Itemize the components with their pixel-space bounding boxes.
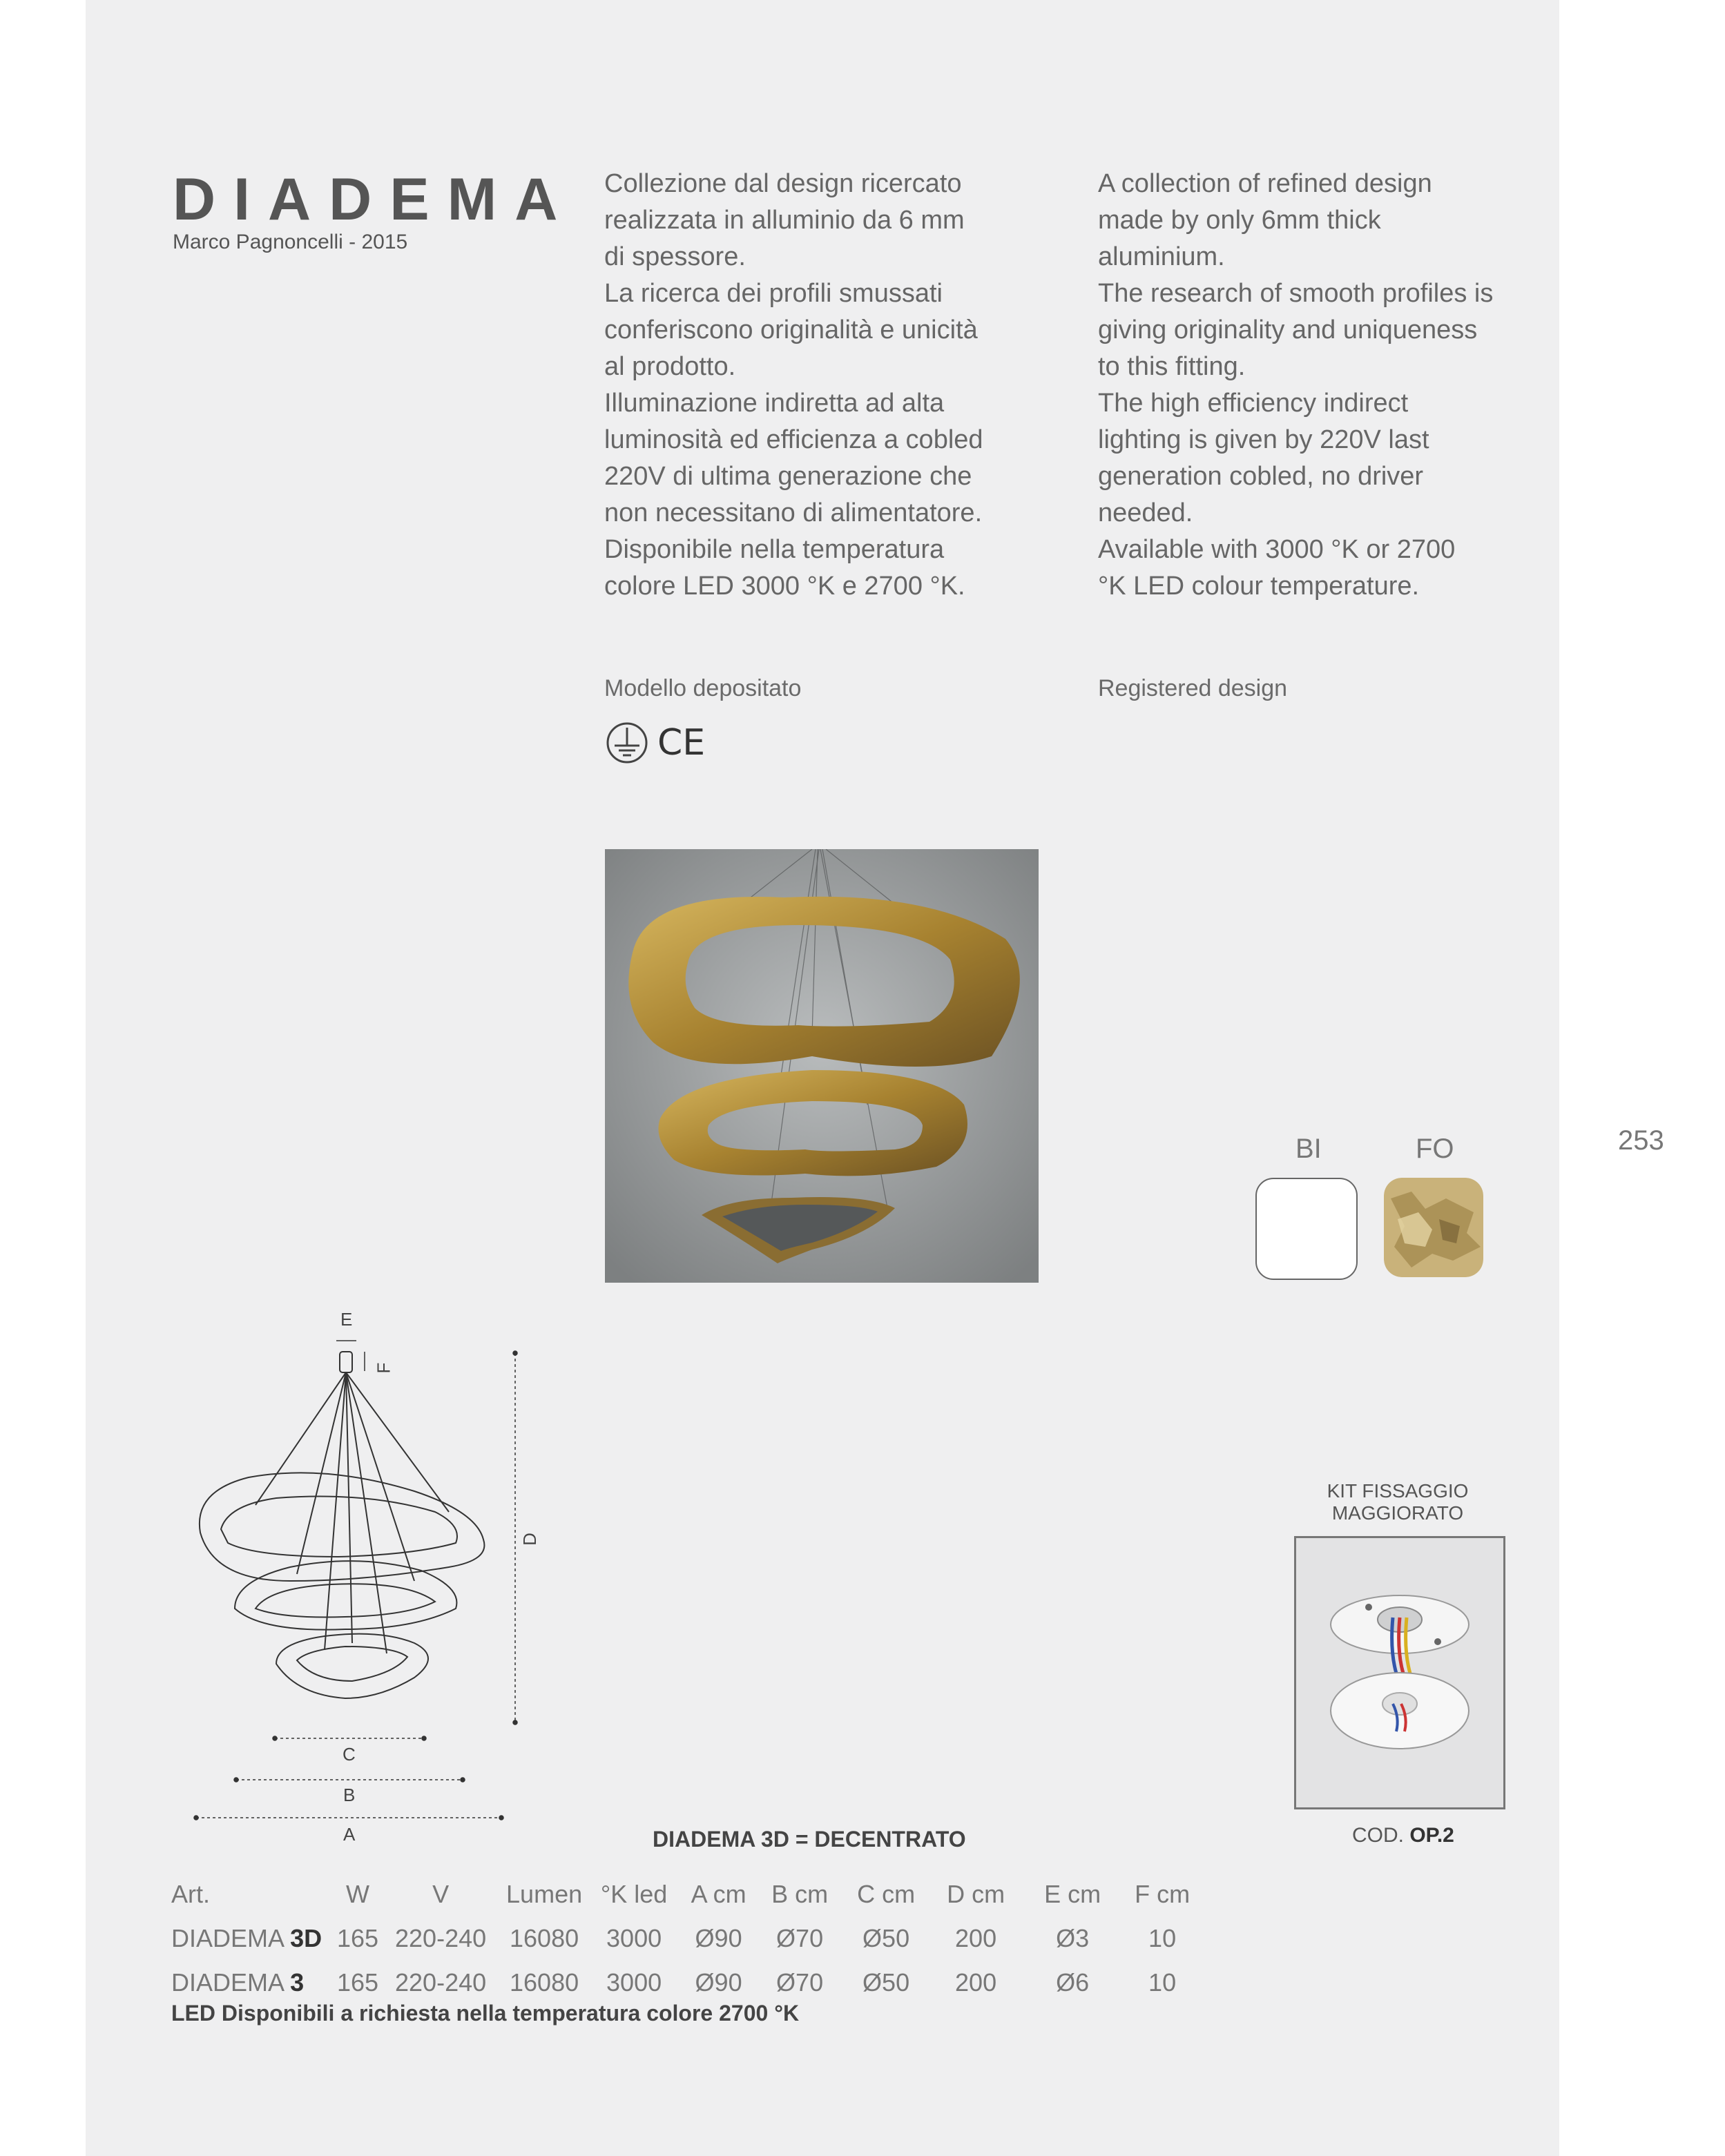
cell-b: Ø70: [776, 1968, 824, 1997]
desc-it-line: 220V di ultima generazione che: [604, 462, 972, 491]
col-header-b: B cm: [771, 1880, 829, 1908]
class-one-earth-icon: [605, 721, 649, 768]
desc-it-line: luminosità ed efficienza a cobled: [604, 425, 983, 454]
desc-en-line: aluminium.: [1098, 242, 1225, 271]
desc-it-line: conferiscono originalità e unicità: [604, 315, 978, 344]
technical-drawing: [186, 1305, 573, 1847]
cell-kelvin: 3000: [606, 1968, 662, 1997]
cell-w: 165: [337, 1968, 379, 1997]
description-italian: [604, 166, 1046, 605]
kit-code-value: OP.2: [1409, 1824, 1454, 1847]
art-code: 3: [290, 1968, 305, 1997]
description-english: [1098, 166, 1540, 605]
dimension-label-b: B: [343, 1785, 356, 1805]
desc-it-line: realizzata in alluminio da 6 mm: [604, 206, 965, 235]
cell-c: Ø50: [862, 1924, 910, 1952]
desc-it-line: Disponibile nella temperatura: [604, 535, 945, 564]
desc-it-line: Collezione dal design ricercato: [604, 169, 962, 198]
desc-it-line: non necessitano di alimentatore.: [604, 498, 983, 527]
desc-it-line: La ricerca dei profili smussati: [604, 279, 943, 308]
desc-en-line: lighting is given by 220V last: [1098, 425, 1429, 454]
finish-swatch-white: [1255, 1178, 1358, 1280]
dimension-label-d: D: [519, 1533, 540, 1546]
desc-it-line: Illuminazione indiretta ad alta: [604, 389, 945, 418]
dimension-label-a: A: [343, 1824, 356, 1845]
registered-design-en: Registered design: [1098, 675, 1288, 701]
art-prefix: DIADEMA: [171, 1924, 284, 1952]
kit-label-line: MAGGIORATO: [1331, 1502, 1464, 1524]
kit-code: [1352, 1824, 1454, 1847]
cell-kelvin: 3000: [606, 1924, 662, 1952]
desc-en-line: The research of smooth profiles is: [1098, 279, 1494, 308]
cell-lumen: 16080: [510, 1924, 579, 1952]
desc-en-line: A collection of refined design: [1098, 169, 1432, 198]
desc-it-line: al prodotto.: [604, 352, 736, 381]
cell-a: Ø90: [695, 1924, 742, 1952]
kit-label: [1294, 1480, 1501, 1524]
cell-art: [171, 1916, 337, 1961]
desc-en-line: needed.: [1098, 498, 1193, 527]
col-header-v: V: [432, 1880, 450, 1908]
cell-d: 200: [955, 1924, 997, 1952]
col-header-lumen: Lumen: [506, 1880, 583, 1908]
kit-label-line: KIT FISSAGGIO: [1327, 1480, 1469, 1502]
registered-design-it: Modello depositato: [604, 675, 802, 701]
table-row: [171, 1916, 1204, 1961]
finish-label-fo: FO: [1416, 1134, 1454, 1164]
spec-table-title: DIADEMA 3D = DECENTRATO: [653, 1827, 966, 1852]
cell-e: Ø6: [1056, 1968, 1090, 1997]
cell-f: 10: [1148, 1968, 1177, 1997]
col-header-kelvin: °K led: [600, 1880, 668, 1908]
desc-en-line: The high efficiency indirect: [1098, 389, 1409, 418]
dimension-label-c: C: [343, 1744, 356, 1765]
spec-table-header-row: [171, 1872, 1204, 1916]
desc-it-line: di spessore.: [604, 242, 746, 271]
page-number: 253: [1618, 1125, 1664, 1156]
finish-label-bi: BI: [1295, 1134, 1322, 1164]
table-row: [171, 1961, 1204, 2005]
col-header-a: A cm: [691, 1880, 746, 1908]
cell-b: Ø70: [776, 1924, 824, 1952]
col-header-art: Art.: [171, 1880, 211, 1908]
desc-en-line: made by only 6mm thick: [1098, 206, 1381, 235]
kit-code-prefix: COD.: [1352, 1824, 1404, 1847]
desc-en-line: generation cobled, no driver: [1098, 462, 1424, 491]
cell-w: 165: [337, 1924, 379, 1952]
desc-en-line: giving originality and uniqueness: [1098, 315, 1478, 344]
cell-f: 10: [1148, 1924, 1177, 1952]
col-header-c: C cm: [857, 1880, 916, 1908]
product-photo: [605, 849, 1039, 1283]
desc-en-line: °K LED colour temperature.: [1098, 572, 1420, 601]
cell-d: 200: [955, 1968, 997, 1997]
designer-credit: Marco Pagnoncelli - 2015: [173, 231, 408, 253]
cell-c: Ø50: [862, 1968, 910, 1997]
desc-en-line: to this fitting.: [1098, 352, 1246, 381]
ce-mark-icon: CE: [657, 722, 706, 764]
col-header-f: F cm: [1135, 1880, 1191, 1908]
fixing-kit-image: [1294, 1536, 1505, 1809]
art-code: 3D: [290, 1924, 322, 1952]
cell-a: Ø90: [695, 1968, 742, 1997]
col-header-w: W: [346, 1880, 370, 1908]
finish-swatch-gold-leaf: [1384, 1178, 1483, 1277]
desc-en-line: Available with 3000 °K or 2700: [1098, 535, 1456, 564]
dimension-label-e: E: [340, 1309, 353, 1330]
dimension-label-f: F: [373, 1362, 394, 1374]
cell-lumen: 16080: [510, 1968, 579, 1997]
cell-art: [171, 1961, 337, 2005]
desc-it-line: colore LED 3000 °K e 2700 °K.: [604, 572, 965, 601]
col-header-e: E cm: [1044, 1880, 1101, 1908]
product-title: DIADEMA: [173, 166, 576, 233]
spec-table: [171, 1872, 1204, 2005]
cell-v: 220-240: [395, 1968, 487, 1997]
art-prefix: DIADEMA: [171, 1968, 284, 1997]
led-availability-note: LED Disponibili a richiesta nella temperatura colore 2700 °K: [171, 2001, 800, 2026]
cell-e: Ø3: [1056, 1924, 1090, 1952]
col-header-d: D cm: [947, 1880, 1005, 1908]
cell-v: 220-240: [395, 1924, 487, 1952]
